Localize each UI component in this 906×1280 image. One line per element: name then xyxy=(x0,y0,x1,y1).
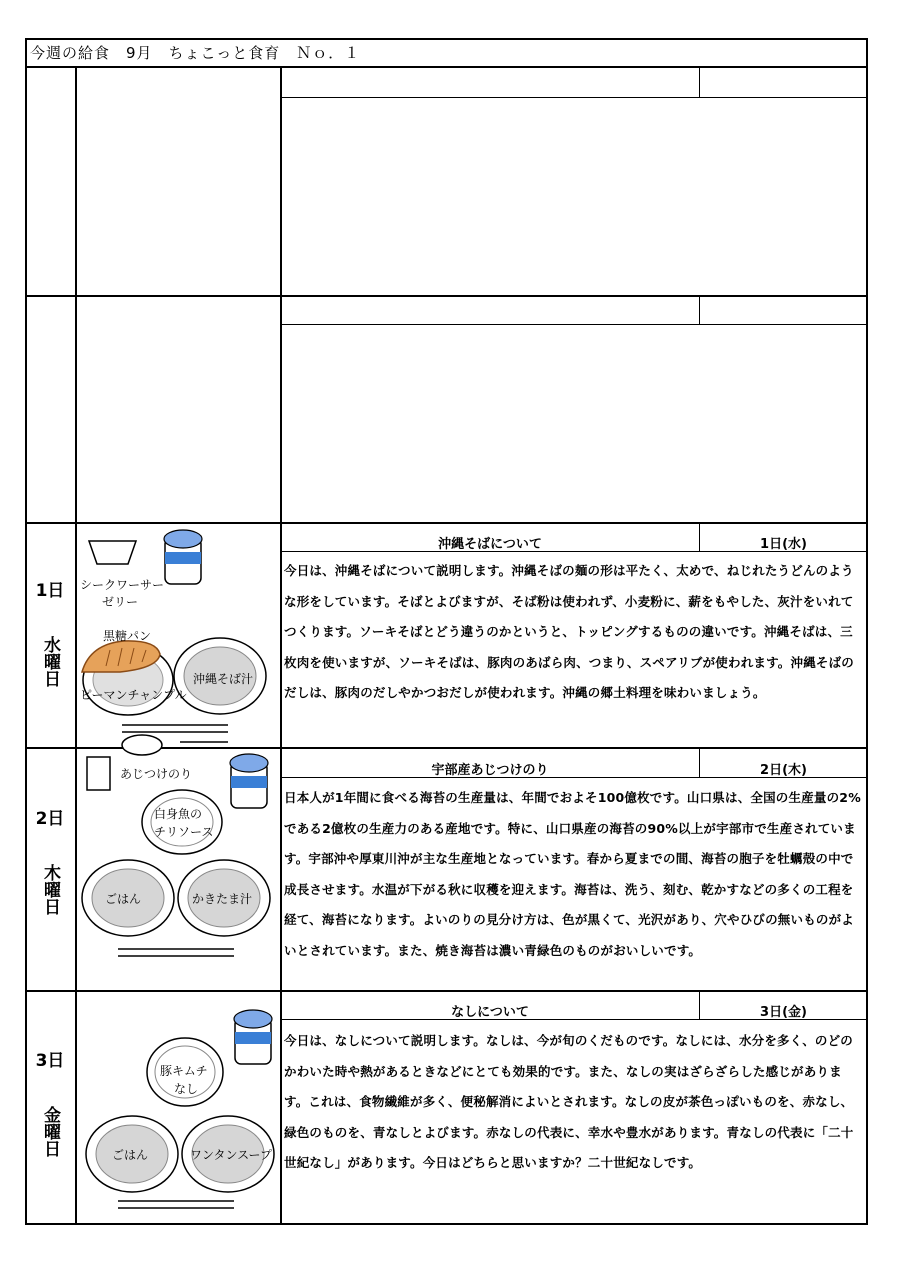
menu-item-label: あじつけのり xyxy=(120,767,193,781)
page-title: 今週の給食 9月 ちょこっと食育 Ｎｏ．１ xyxy=(30,44,361,62)
topic-body: 今日は、沖縄そばについて説明します。沖縄そばの麺の形は平たく、太めで、ねじれたうどんのような形をしています。そばとよびますが、そば粉は使われず、小麦粉に、薪をもやした、灰汁をいれてつくります。ソーキそばとどう違うのかというと、トッピングするものの違いです。沖縄そばは、三枚肉を使いますが、ソーキそばは、豚肉のあばら肉、つまり、スペアリブが使われます。沖縄そばのだしは、豚肉のだしやかつおだしが使われます。沖縄の郷土料理を味わいましょう。 xyxy=(284,563,855,700)
milk-bottle-icon xyxy=(228,752,270,810)
seaweed-pack-icon xyxy=(86,756,112,792)
menu-item-label: ワンタンスープ xyxy=(190,1148,272,1162)
topic-date: 2日(木) xyxy=(760,763,807,778)
day-date-label: 1日 xyxy=(35,581,65,601)
bread-icon xyxy=(80,638,162,678)
topic-date: 3日(金) xyxy=(760,1005,807,1020)
day-column-divider xyxy=(75,66,77,1225)
menu-item-label: かきたま汁 xyxy=(192,892,253,906)
day-date-label: 3日 xyxy=(35,1051,65,1071)
topic-body: 今日は、なしについて説明します。なしは、今が旬のくだものです。なしには、水分を多く、のどのかわいた時や熱があるときなどにとても効果的です。また、なしの実はざらざらした感じがあります。これは、食物繊維が多く、便秘解消によいとされます。なしの皮が茶色っぽいものを、赤なし、緑色のものを、青なしとよびます。赤なしの代表に、幸水や豊水があります。青なしの代表に「二十世紀なし」があります。今日はどちらと思いますか？二十世紀なしです。 xyxy=(284,1033,854,1170)
bowl-icon xyxy=(88,540,138,566)
title-bar-divider xyxy=(699,747,700,777)
title-bar-divider xyxy=(699,990,700,1019)
menu-item-label: 豚キムチ xyxy=(160,1064,208,1078)
milk-bottle-icon xyxy=(162,528,204,586)
milk-bottle-icon xyxy=(232,1008,274,1066)
topic-title: なしについて xyxy=(451,1005,529,1020)
menu-item-label: 黒糖パン xyxy=(103,629,152,643)
day-weekday-label: 金曜日 xyxy=(40,1106,60,1157)
topic-title: 宇部産あじつけのり xyxy=(431,763,549,778)
day-date-label: 2日 xyxy=(35,809,65,829)
menu-item-label: チリソース xyxy=(154,825,214,839)
topic-title: 沖縄そばについて xyxy=(438,537,542,552)
menu-item-label: シークワーサー xyxy=(80,578,165,592)
day-weekday-label: 水曜日 xyxy=(40,636,60,687)
menu-item-label: 白身魚の xyxy=(154,807,203,821)
menu-item-label: 沖縄そば汁 xyxy=(193,672,254,686)
plate-icon xyxy=(140,788,224,856)
menu-item-label: ゼリー xyxy=(102,595,139,609)
title-bar-divider xyxy=(699,66,700,97)
topic-body: 日本人が1年間に食べる海苔の生産量は、年間でおよそ100億枚です。山口県は、全国の生産量の2%である2億枚の生産力のある産地です。特に、山口県産の海苔の90%以上が宇部市で生産されています。宇部沖や厚東川沖が主な生産地となっています。春から夏までの間、海苔の胞子を牡蠣殻の中で成長させます。水温が下がる秋に収穫を迎えます。海苔は、洗う、刻む、乾かすなどの多くの工程を経て、海苔になります。よいのりの見分け方は、色が黒くて、光沢があり、穴やひびの無いものがよいとされています。また、焼き海苔は濃い青緑色のものがおいしいです。 xyxy=(284,790,861,958)
chopsticks-icon xyxy=(116,946,236,960)
menu-item-label: ごはん xyxy=(105,892,142,906)
title-bar-divider xyxy=(699,295,700,324)
header-divider xyxy=(25,66,868,68)
row-divider xyxy=(25,295,868,297)
spoon-icon xyxy=(120,734,168,756)
chopsticks-icon xyxy=(116,1198,236,1212)
menu-item-label: ピーマンチャンプル xyxy=(80,688,187,702)
menu-item-label: ごはん xyxy=(112,1148,149,1162)
title-bar-line xyxy=(280,324,868,325)
menu-column-divider xyxy=(280,66,282,1225)
row-divider xyxy=(25,990,868,992)
title-bar-divider xyxy=(699,522,700,551)
title-bar-line xyxy=(280,97,868,98)
row-divider xyxy=(25,522,868,524)
topic-date: 1日(水) xyxy=(760,537,807,552)
day-weekday-label: 木曜日 xyxy=(40,864,60,915)
menu-item-label: なし xyxy=(174,1082,199,1096)
